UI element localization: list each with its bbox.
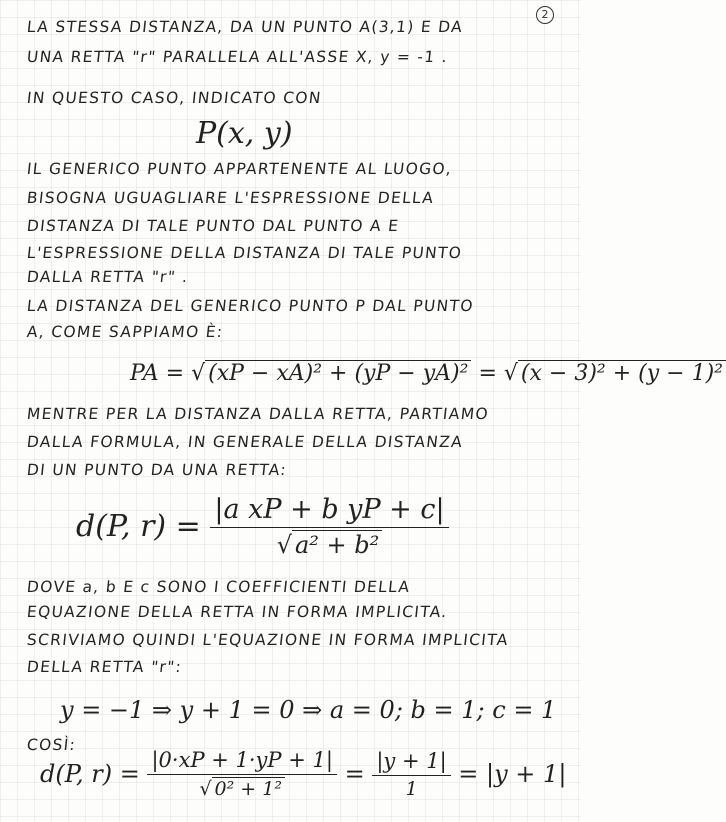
formula-line-equation: y = −1 ⇒ y + 1 = 0 ⇒ a = 0; b = 1; c = 1 xyxy=(60,696,557,724)
text-line-16: SCRIVIAMO QUINDI L'EQUAZIONE IN FORMA IMPLICITA xyxy=(26,631,510,649)
formula-d2-denominator xyxy=(199,775,285,800)
text-line-15: EQUAZIONE DELLA RETTA IN FORMA IMPLICITA. xyxy=(26,603,449,621)
text-line-8: DALLA RETTA "r" . xyxy=(26,268,190,286)
formula-d2-fraction xyxy=(147,748,336,800)
formula-d-numerator: |a xP + b yP + c| xyxy=(210,494,448,528)
text-line-2: UNA RETTA "r" PARALLELA ALL'ASSE X, y = -1 . xyxy=(26,48,449,66)
text-line-3: IN QUESTO CASO, INDICATO CON xyxy=(26,89,323,107)
formula-d2-result: = |y + 1| xyxy=(458,760,567,788)
text-line-5: BISOGNA UGUAGLIARE L'ESPRESSIONE DELLA xyxy=(26,189,436,207)
text-line-13: DI UN PUNTO DA UNA RETTA: xyxy=(26,461,288,479)
text-line-18: COSÌ: xyxy=(26,736,78,754)
formula-pa-radicand-1: (xP − xA)² + (yP − yA)² xyxy=(205,360,471,386)
formula-d2-radicand: 0² + 1² xyxy=(212,777,285,800)
formula-d2-fraction-2 xyxy=(372,749,450,800)
text-line-1: LA STESSA DISTANZA, DA UN PUNTO A(3,1) E DA xyxy=(26,18,465,36)
formula-point-p: P(x, y) xyxy=(196,116,293,151)
formula-d2-lhs: d(P, r) = xyxy=(40,760,140,788)
formula-pa-radicand-2: (x − 3)² + (y − 1)² xyxy=(518,360,726,386)
formula-distance-pa xyxy=(130,360,726,386)
page-number: 2 xyxy=(536,6,554,24)
formula-d-denominator xyxy=(277,528,383,559)
formula-d2-denominator-2: 1 xyxy=(405,777,418,800)
formula-d2-numerator-2: |y + 1| xyxy=(372,749,450,776)
text-line-12: DALLA FORMULA, IN GENERALE DELLA DISTANZA xyxy=(26,433,464,451)
text-line-4: IL GENERICO PUNTO APPARTENENTE AL LUOGO, xyxy=(26,160,454,178)
formula-pa-lhs: PA = xyxy=(130,361,185,386)
sqrt-symbol: √ xyxy=(276,531,292,559)
text-line-17: DELLA RETTA "r": xyxy=(26,658,183,676)
formula-d-lhs: d(P, r) = xyxy=(76,509,201,544)
text-line-10: A, COME SAPPIAMO È: xyxy=(26,323,225,341)
sqrt-symbol: √ xyxy=(191,361,206,386)
text-line-14: DOVE a, b E c SONO I COEFFICIENTI DELLA xyxy=(26,578,412,596)
formula-d2-numerator: |0·xP + 1·yP + 1| xyxy=(147,748,336,775)
sqrt-symbol: √ xyxy=(199,778,212,800)
formula-pa-equals: = xyxy=(478,361,497,386)
sqrt-symbol: √ xyxy=(503,361,518,386)
text-line-9: LA DISTANZA DEL GENERICO PUNTO P DAL PUNTO xyxy=(26,297,475,315)
formula-d-fraction xyxy=(210,494,448,559)
formula-d2-equals-1: = xyxy=(344,760,365,788)
text-line-7: L'ESPRESSIONE DELLA DISTANZA DI TALE PUNTO xyxy=(26,244,464,262)
text-line-11: MENTRE PER LA DISTANZA DALLA RETTA, PARTIAMO xyxy=(26,405,490,423)
text-line-6: DISTANZA DI TALE PUNTO DAL PUNTO A E xyxy=(26,217,401,235)
formula-final-distance xyxy=(40,748,566,800)
formula-d-radicand: a² + b² xyxy=(292,530,382,559)
formula-distance-point-line xyxy=(76,494,449,559)
